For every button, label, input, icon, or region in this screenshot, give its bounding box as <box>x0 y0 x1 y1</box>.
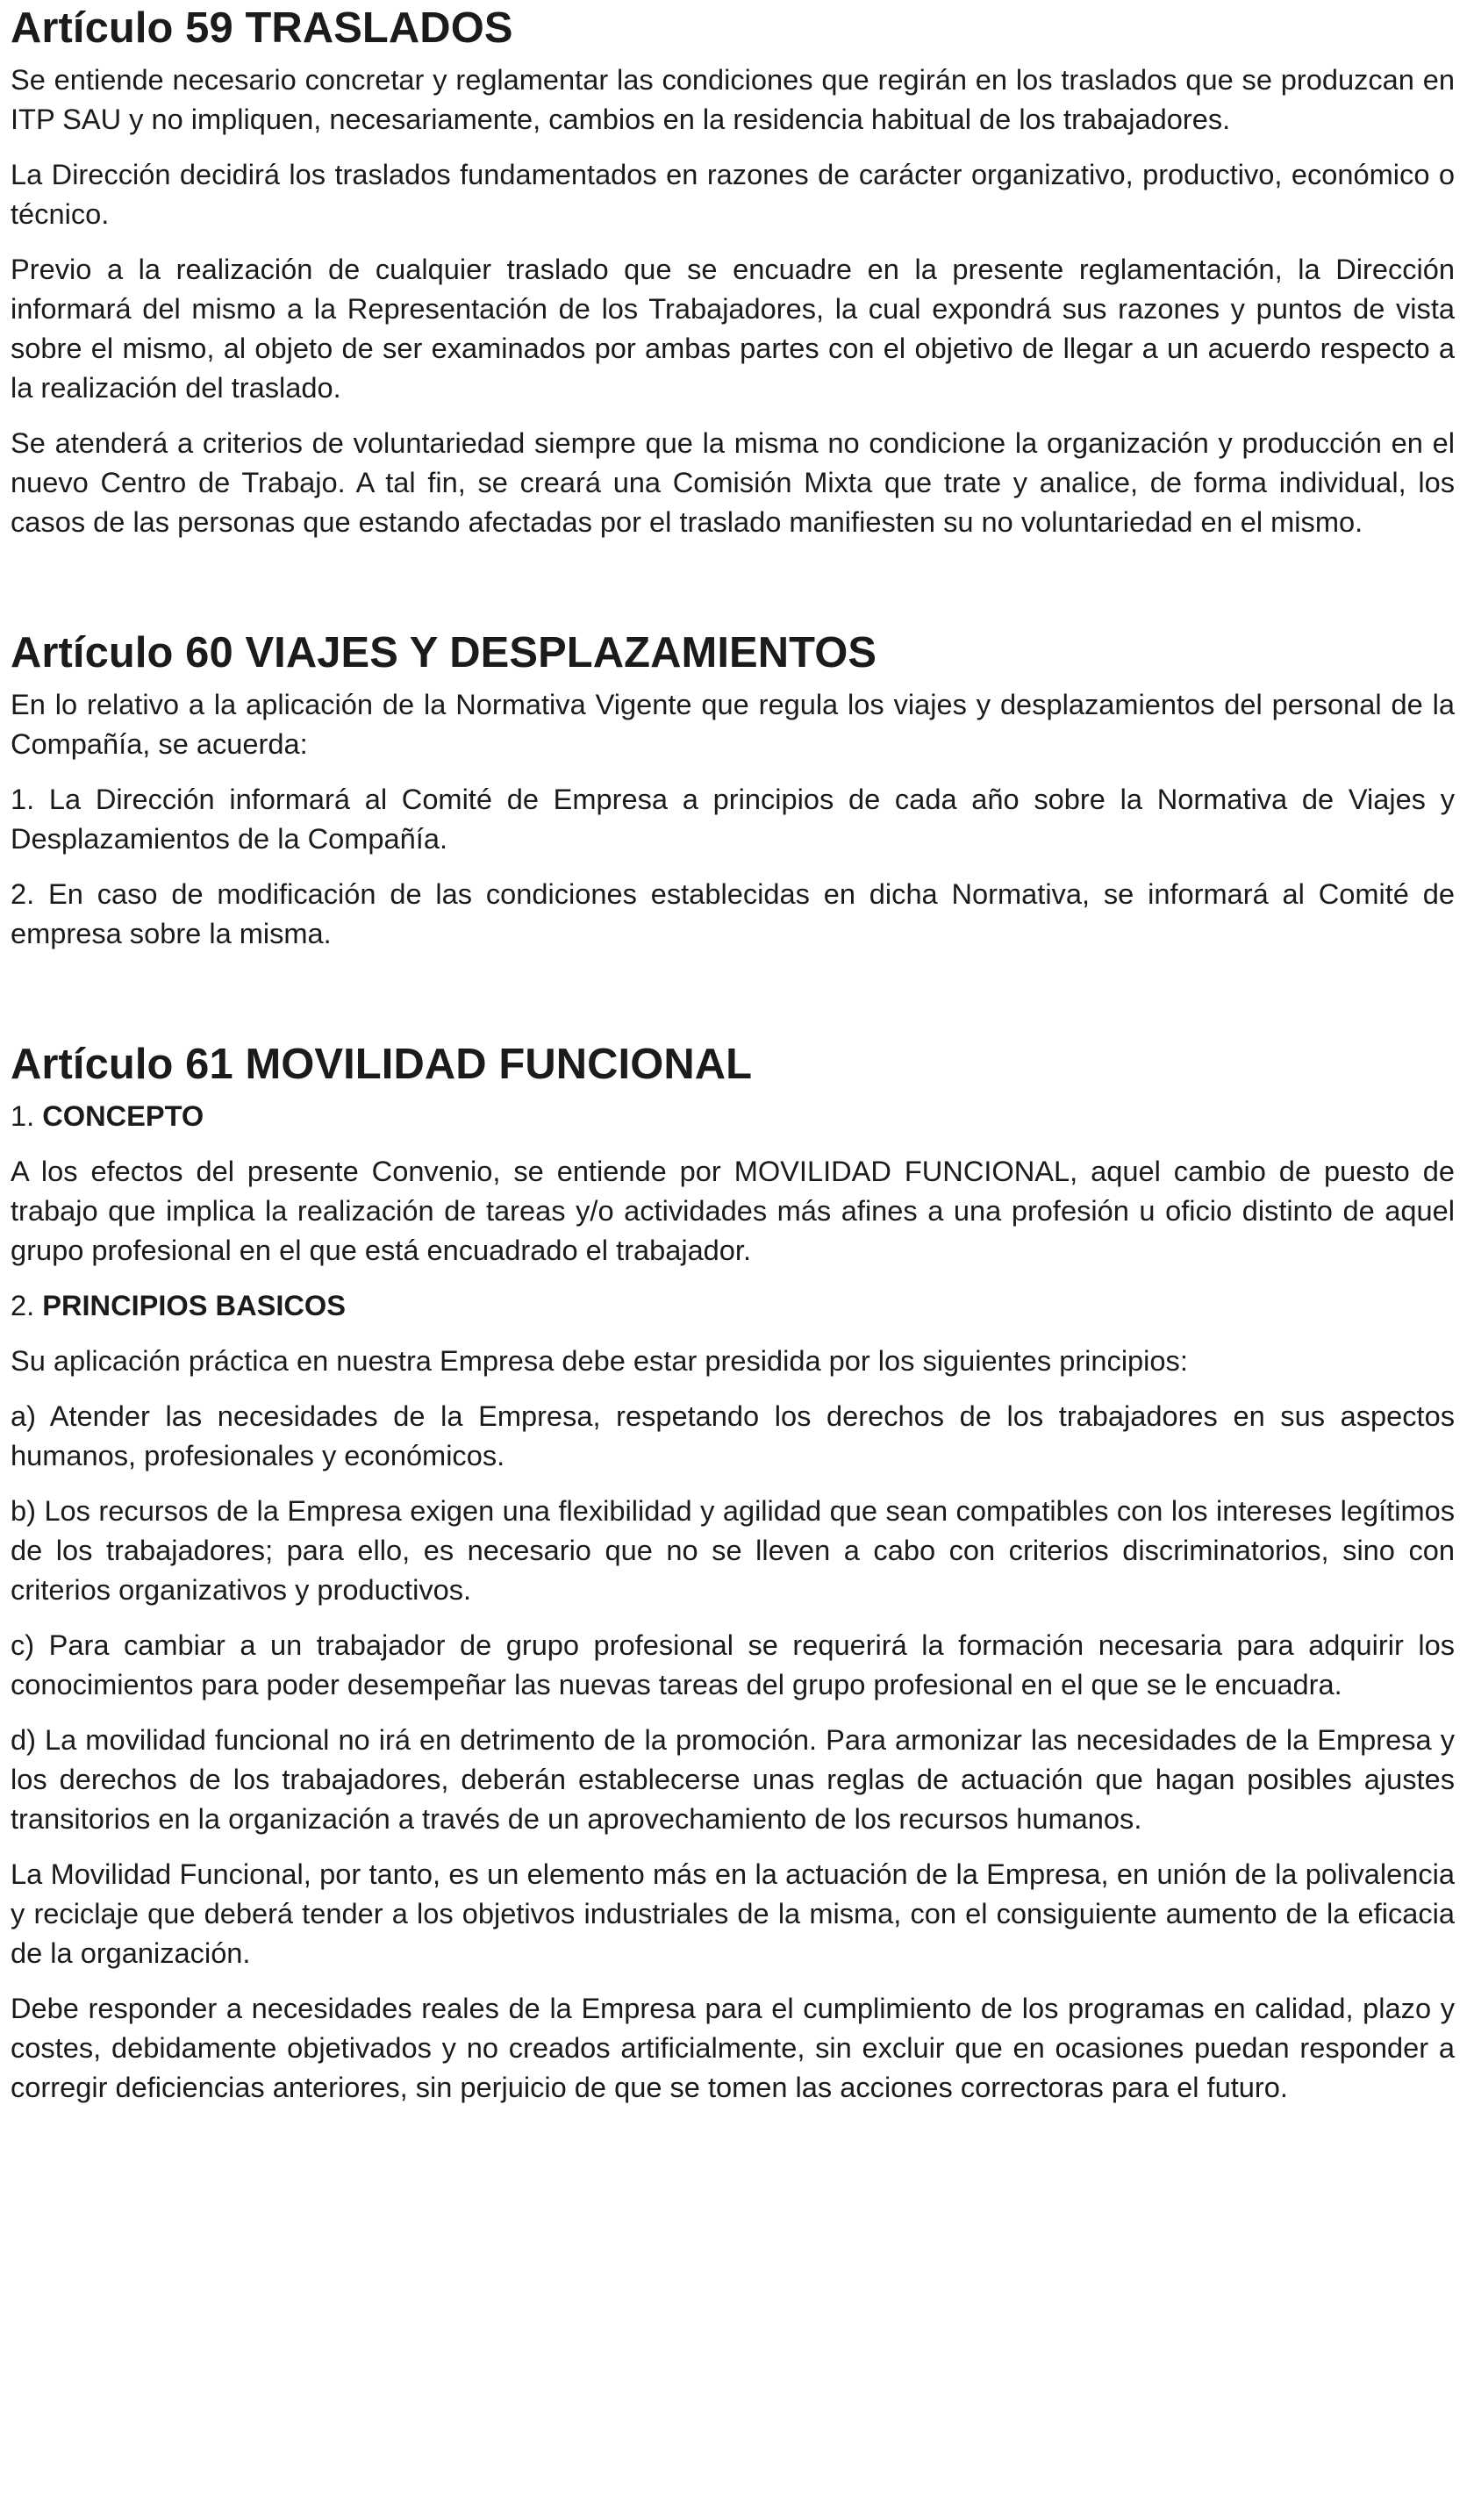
article-61-principios-intro: Su aplicación práctica en nuestra Empresa debe estar presidida por los siguientes principios: <box>11 1344 1188 1377</box>
article-59-paragraph-1: Se entiende necesario concretar y reglamentar las condiciones que regirán en los traslados que se produzcan en ITP SAU y no impliquen, necesariamente, cambios en la residencia habitual de los trabajadores. <box>11 63 1455 135</box>
section-principios-heading <box>11 1285 1455 1325</box>
article-59-paragraph-2: La Dirección decidirá los traslados fundamentados en razones de carácter organizativo, productivo, económico o técnico. <box>11 158 1455 230</box>
article-60-list-item-1: 1. La Dirección informará al Comité de Empresa a principios de cada año sobre la Normativa de Viajes y Desplazamientos de la Compañía. <box>11 783 1455 855</box>
article-61-title: Artículo 61 MOVILIDAD FUNCIONAL <box>11 1041 753 1088</box>
article-61-principle-c: c) Para cambiar a un trabajador de grupo profesional se requerirá la formación necesaria para adquirir los conocimientos para poder desempeñar las nuevas tareas del grupo profesional en el que se le encuadra. <box>11 1629 1455 1700</box>
section-number: 2. <box>11 1289 35 1321</box>
article-61-principle-b: b) Los recursos de la Empresa exigen una flexibilidad y agilidad que sean compatibles con los intereses legítimos de los trabajadores; para ello, es necesario que no se lleven a cabo con criterios discriminatorios, sino con criterios organizativos y productivos. <box>11 1494 1455 1606</box>
article-59-paragraph-4: Se atenderá a criterios de voluntariedad siempre que la misma no condicione la organización y producción en el nuevo Centro de Trabajo. A tal fin, se creará una Comisión Mixta que trate y analice, de forma individual, los casos de las personas que estando afectadas por el traslado manifiesten su no voluntariedad en el mismo. <box>11 426 1455 538</box>
article-60-paragraph-1: En lo relativo a la aplicación de la Normativa Vigente que regula los viajes y desplazamientos del personal de la Compañía, se acuerda: <box>11 688 1455 760</box>
section-concepto-heading <box>11 1096 1455 1135</box>
section-number: 1. <box>11 1099 35 1132</box>
article-61-concepto-paragraph: A los efectos del presente Convenio, se entiende por MOVILIDAD FUNCIONAL, aquel cambio de puesto de trabajo que implica la realización de tareas y/o actividades más afines a una profesión u oficio distinto de aquel grupo profesional en el que está encuadrado el trabajador. <box>11 1155 1455 1266</box>
article-61-principle-a: a) Atender las necesidades de la Empresa, respetando los derechos de los trabajadores en sus aspectos humanos, profesionales y económicos. <box>11 1400 1455 1471</box>
section-title: CONCEPTO <box>42 1099 204 1132</box>
article-61-paragraph-movilidad: La Movilidad Funcional, por tanto, es un elemento más en la actuación de la Empresa, en unión de la polivalencia y reciclaje que deberá tender a los objetivos industriales de la misma, con el consiguiente aumento de la eficacia de la organización. <box>11 1858 1455 1969</box>
article-59-title: Artículo 59 TRASLADOS <box>11 4 513 52</box>
section-title: PRINCIPIOS BASICOS <box>42 1289 346 1321</box>
article-60-title: Artículo 60 VIAJES Y DESPLAZAMIENTOS <box>11 629 877 677</box>
article-60-list-item-2: 2. En caso de modificación de las condiciones establecidas en dicha Normativa, se informará al Comité de empresa sobre la misma. <box>11 877 1455 949</box>
article-61-principle-d: d) La movilidad funcional no irá en detrimento de la promoción. Para armonizar las necesidades de la Empresa y los derechos de los trabajadores, deberán establecerse unas reglas de actuación que hagan posibles ajustes transitorios en la organización a través de un aprovechamiento de los recursos humanos. <box>11 1723 1455 1835</box>
article-59-paragraph-3: Previo a la realización de cualquier traslado que se encuadre en la presente reglamentación, la Dirección informará del mismo a la Representación de los Trabajadores, la cual expondrá sus razones y puntos de vista sobre el mismo, al objeto de ser examinados por ambas partes con el objetivo de llegar a un acuerdo respecto a la realización del traslado. <box>11 253 1455 404</box>
article-61-paragraph-necesidades: Debe responder a necesidades reales de la Empresa para el cumplimiento de los programas en calidad, plazo y costes, debidamente objetivados y no creados artificialmente, sin excluir que en ocasiones puedan responder a corregir deficiencias anteriores, sin perjuicio de que se tomen las acciones correctoras para el futuro. <box>11 1992 1455 2103</box>
